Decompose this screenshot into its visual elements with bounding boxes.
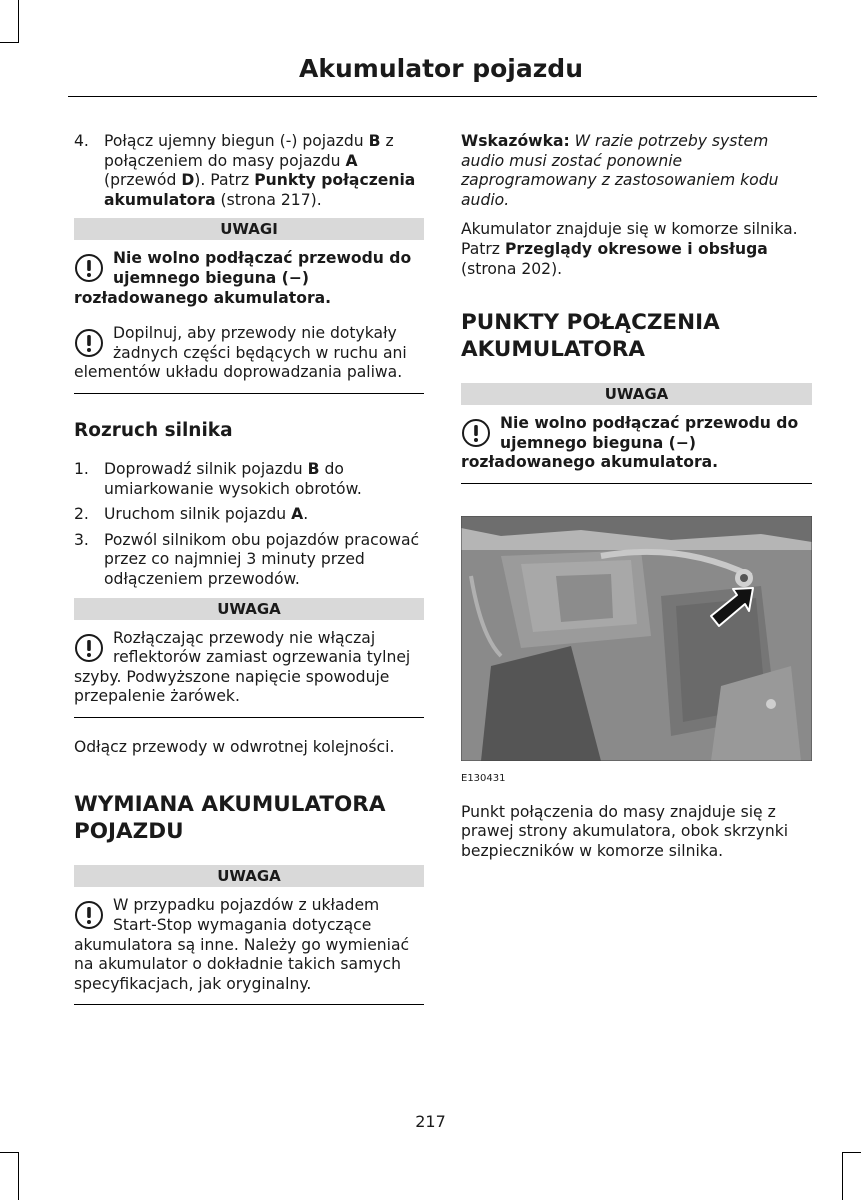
step-list — [74, 460, 424, 590]
step-text: (przewód — [104, 171, 182, 190]
step-text: do umiarkowanie wysokich obrotów. — [104, 459, 362, 498]
list-item — [74, 460, 424, 499]
body-paragraph: Odłącz przewody w odwrotnej kolejności. — [74, 737, 395, 756]
title-divider — [68, 96, 817, 97]
section-heading: Rozruch silnika — [74, 419, 233, 441]
list-item — [74, 132, 424, 210]
vehicle-label: B — [307, 459, 320, 478]
crop-mark — [842, 1152, 843, 1200]
section-heading: WYMIANA AKUMULATORA POJAZDU — [74, 792, 386, 845]
cross-reference-link[interactable]: Punkty połączenia akumulatora — [104, 171, 416, 209]
engine-bay-figure — [461, 516, 812, 789]
warning-heading: UWAGA — [461, 383, 812, 405]
vehicle-label: A — [345, 151, 358, 170]
step-number: 2. — [74, 505, 89, 524]
warning-heading: UWAGA — [74, 865, 424, 887]
warning-text: Nie wolno podłączać przewodu do ujemnego bieguna (−) rozładowanego akumulatora. — [74, 249, 412, 307]
warning-end-rule — [74, 1004, 424, 1005]
body-paragraph — [461, 220, 812, 279]
step-text: Połącz ujemny biegun (-) pojazdu — [104, 132, 369, 150]
step-number: 1. — [74, 459, 89, 478]
vehicle-label: B — [368, 132, 381, 150]
step-text: z połączeniem do masy pojazdu — [104, 132, 394, 170]
warning-text: Nie wolno podłączać przewodu do ujemnego bieguna (−) rozładowanego akumulatora. — [461, 414, 799, 472]
exclamation-circle-icon — [74, 253, 104, 283]
cable-label: D — [181, 171, 195, 190]
warning-end-rule — [74, 393, 424, 394]
crop-mark — [18, 0, 19, 42]
vehicle-label: A — [291, 505, 304, 524]
warning-item — [74, 240, 424, 308]
page-number: 217 — [415, 1112, 446, 1131]
cross-reference-link[interactable]: Przeglądy okresowe i obsługa — [504, 239, 768, 258]
warning-text: W przypadku pojazdów z układem Start-Stop wymagania dotyczące akumulatora są inne. Należy go wymieniać na akumulator o dokładnie takich samych specyfikacjach, jak oryginalny. — [74, 896, 410, 993]
exclamation-circle-icon — [74, 900, 104, 930]
left-column — [74, 132, 424, 1005]
crop-mark — [18, 1152, 19, 1200]
crop-mark — [842, 1152, 861, 1153]
list-item — [74, 531, 424, 590]
step-text: Uruchom silnik pojazdu — [104, 505, 292, 524]
crop-mark — [0, 42, 19, 43]
warning-end-rule — [74, 717, 424, 718]
warnings-heading: UWAGI — [74, 218, 424, 240]
warning-item — [74, 887, 424, 994]
exclamation-circle-icon — [74, 328, 104, 358]
step-list-continued — [74, 132, 424, 210]
figure-caption: Punkt połączenia do masy znajduje się z prawej strony akumulatora, obok skrzynki bezpieczników w komorze silnika. — [461, 802, 789, 860]
step-number: 4. — [74, 132, 89, 150]
figure-id: E130431 — [461, 772, 506, 784]
exclamation-circle-icon — [74, 633, 104, 663]
warning-item — [74, 620, 424, 707]
engine-bay-photo — [461, 516, 812, 761]
warning-text: Dopilnuj, aby przewody nie dotykały żadnych części będących w ruchu ani elementów układu doprowadzania paliwa. — [74, 324, 407, 382]
note-label: Wskazówka: — [461, 132, 570, 150]
warning-item — [74, 308, 424, 383]
crop-mark — [0, 1152, 19, 1153]
step-text: ). Patrz — [194, 171, 255, 190]
warning-end-rule — [461, 483, 812, 484]
step-text: (strona 217). — [215, 190, 322, 209]
section-heading: PUNKTY POŁĄCZENIA AKUMULATORA — [461, 310, 720, 363]
warning-heading: UWAGA — [74, 598, 424, 620]
list-item — [74, 505, 424, 525]
step-number: 3. — [74, 530, 89, 549]
note-paragraph — [461, 132, 812, 210]
right-column — [461, 132, 812, 861]
exclamation-circle-icon — [461, 418, 491, 448]
step-text: Pozwól silnikom obu pojazdów pracować przez co najmniej 3 minuty przed odłączeniem przewodów. — [104, 530, 420, 588]
step-text: . — [303, 505, 309, 524]
note-text: W razie potrzeby system audio musi zostać ponownie zaprogramowany z zastosowaniem kodu audio. — [461, 132, 779, 209]
warning-text: Rozłączając przewody nie włączaj reflektorów zamiast ogrzewania tylnej szyby. Podwyższone napięcie spowoduje przepalenie żarówek. — [74, 628, 411, 706]
warning-item — [461, 405, 812, 473]
page-title: Akumulator pojazdu — [299, 54, 583, 83]
step-text: Doprowadź silnik pojazdu — [104, 459, 308, 478]
body-text: Akumulator znajduje się w komorze silnika. Patrz — [461, 220, 798, 258]
body-text: (strona 202). — [461, 259, 563, 278]
